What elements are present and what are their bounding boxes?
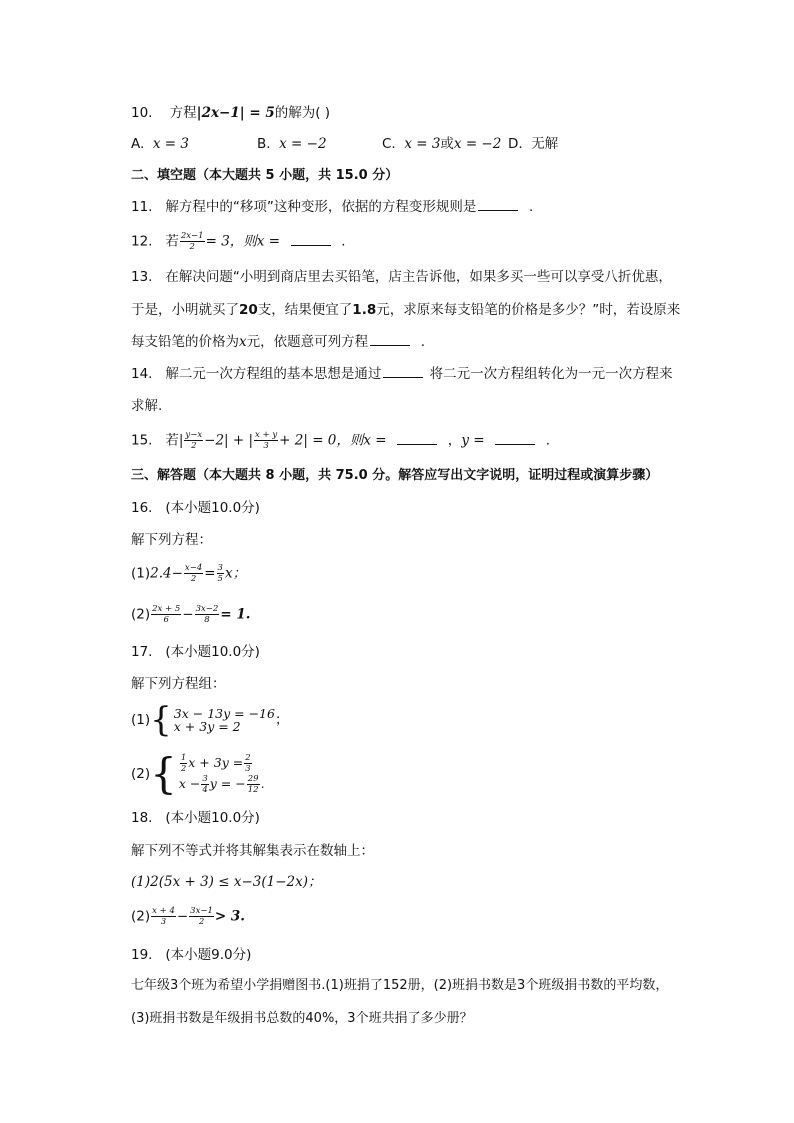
option-d: D. 无解 (508, 136, 559, 152)
question-17-header: 17. (本小题10.0分) (131, 644, 260, 660)
answer-blank[interactable] (383, 365, 423, 378)
section-3-heading: 三、解答题（本大题共 8 小题，共 75.0 分。解答应写出文字说明，证明过程或演算步骤） (131, 468, 659, 483)
question-16-part-2: (2) $\frac{2x + 5}{6}$ − $\frac{3x-2}{8}$ = 1. (131, 604, 251, 625)
option-c: C. x = 3或x = −2 (382, 136, 502, 152)
question-13-line-1: 13. 在解决问题“小明到商店里去买铅笔，店主告诉他，如果多买一些可以享受八折优惠， (131, 269, 672, 285)
answer-blank[interactable] (291, 233, 331, 246)
question-18-part-1: (1)2(5x + 3) ≤ x−3(1−2x)； (131, 874, 322, 890)
question-13-line-3: 每支铅笔的价格为x元，依题意可列方程 . (131, 334, 426, 350)
question-16-part-1: (1)2.4− $\frac{x-4}{2}$ = $\frac{3}{5}$ x； (131, 563, 247, 584)
question-15: 15. 若| $\frac{y-x}{2}$ −2| + | $\frac{x + y}{3}$ + 2| = 0，则x = ，y = . (131, 430, 551, 451)
answer-blank-y[interactable] (495, 432, 535, 445)
question-17-part-1: (1) { 3x − 13y = −16 x + 3y = 2 ； (131, 700, 289, 740)
question-14-line-2: 求解. (131, 398, 163, 414)
question-18-header: 18. (本小题10.0分) (131, 810, 260, 826)
question-16-header: 16. (本小题10.0分) (131, 500, 260, 516)
question-19-line-1: 七年级3个班为希望小学捐赠图书.(1)班捐了152册，(2)班捐书数是3个班级捐书数的平均数， (131, 978, 669, 993)
question-14-line-1: 14. 解二元一次方程组的基本思想是通过 将二元一次方程组转化为一元一次方程来 (131, 366, 673, 382)
question-18-part-2: (2) $\frac{x + 4}{3}$ − $\frac{3x-1}{2}$ > 3. (131, 906, 246, 927)
question-17-prompt: 解下列方程组： (131, 676, 226, 692)
answer-blank-x[interactable] (397, 432, 437, 445)
question-19-line-2: (3)班捐书数是年级捐书总数的40%，3个班共捐了多少册？ (131, 1011, 473, 1026)
question-10: 10. 方程|2x−1| = 5的解为( ) (131, 105, 331, 121)
option-a: A. x = 3 (131, 136, 189, 152)
question-13-line-2: 于是，小明就买了20支，结果便宜了1.8元，求原来每支铅笔的价格是多少？”时，若设原来 (131, 302, 681, 318)
answer-blank[interactable] (478, 198, 518, 211)
question-12: 12. 若 $\frac{2x-1}{2}$ = 3，则x = . (131, 231, 346, 252)
question-18-prompt: 解下列不等式并将其解集表示在数轴上： (131, 843, 374, 859)
question-17-part-2: (2) { $\frac{1}{2}$ x + 3y = $\frac{2}{3}$ x − $\frac{3}{4}$ y = − $\frac{29}{12}$ . (131, 749, 265, 798)
option-b: B. x = −2 (257, 136, 327, 152)
answer-blank[interactable] (370, 333, 410, 346)
question-11: 11. 解方程中的“移项”这种变形，依据的方程变形规则是 . (131, 199, 534, 215)
section-2-heading: 二、填空题（本大题共 5 小题，共 15.0 分） (131, 168, 399, 183)
question-19-header: 19. (本小题9.0分) (131, 947, 252, 963)
question-16-prompt: 解下列方程： (131, 532, 212, 548)
